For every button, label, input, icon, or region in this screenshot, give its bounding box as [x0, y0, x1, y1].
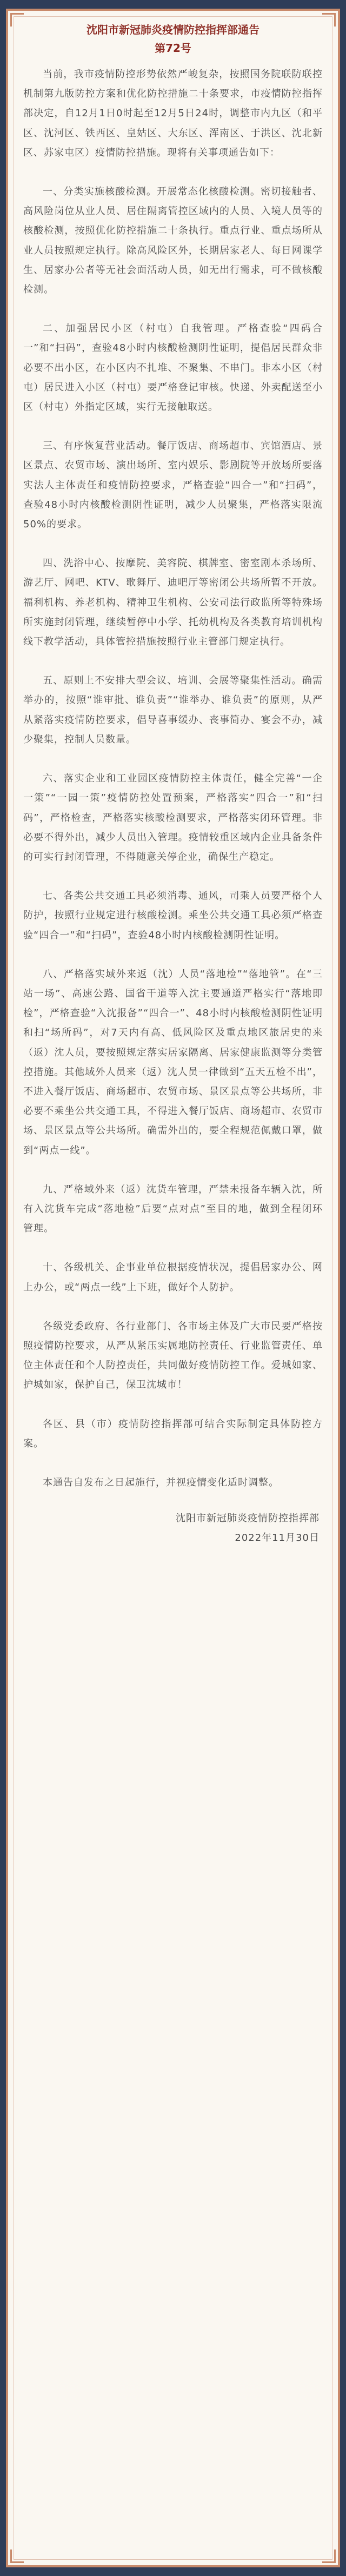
corner-ornament — [322, 13, 336, 27]
section-6: 六、落实企业和工业园区疫情防控主体责任，健全完善“一企一策”“一园一策”疫情防控处置预案，严格落实“四合一”和“扫码”，严格检查，严格落实核酸检测要求，严格落实闭环管理。非必要不得外出，减少人员出入管理。疫情较重区域内企业具备条件的可实行封闭管理，不得随意关停企业，确保生产稳定。 — [23, 773, 323, 863]
section-4: 四、洗浴中心、按摩院、美容院、棋牌室、密室剧本杀场所、游艺厅、网吧、KTV、歌舞厅、迪吧厅等密闭公共场所暂不开放。福利机构、养老机构、精神卫生机构、公安司法行政监所等特殊场所实施封闭管理，继续暂停中小学、托幼机构及各类教育培训机构线下教学活动，具体管控措施按照行业主管部门规定执行。 — [23, 558, 323, 648]
corner-ornament — [10, 13, 24, 27]
issuer-name: 沈阳市新冠肺炎疫情防控指挥部 — [176, 1513, 320, 1525]
section-3: 三、有序恢复营业活动。餐厅饭店、商场超市、宾馆酒店、景区景点、农贸市场、演出场所、室内娱乐、影剧院等开放场所要落实法人主体责任和疫情防控要求，严格查验“四合一”和“扫码”，查验48小时内核酸检测阴性证明，减少人员聚集，严格落实限流50%的要求。 — [23, 440, 323, 531]
notice-title: 沈阳市新冠肺炎疫情防控指挥部通告 — [86, 23, 260, 36]
section-2: 二、加强居民小区（村屯）自我管理。严格查验“四码合一”和“扫码”，查验48小时内核酸检测阴性证明，提倡居民群众非必要不出小区，在小区内不扎堆、不聚集、不串门。非本小区（村屯）居民进入小区（村屯）要严格登记审核。快递、外卖配送至小区（村屯）外指定区域，实行无接触取送。 — [23, 323, 323, 413]
corner-ornament — [10, 2549, 24, 2563]
notice-page — [6, 9, 340, 2567]
appeal-paragraph: 各级党委政府、各行业部门、各市场主体及广大市民要严格按照疫情防控要求，从严从紧压实属地防控责任、行业监管责任、单位主体责任和个人防控责任，共同做好疫情防控工作。爱城如家、护城如家，保护自己，保卫沈城市！ — [23, 1320, 323, 1391]
district-paragraph: 各区、县（市）疫情防控指挥部可结合实际制定具体防控方案。 — [23, 1418, 323, 1449]
intro-paragraph: 当前，我市疫情防控形势依然严峻复杂，按照国务院联防联控机制第九版防控方案和优化防控措施二十条要求，市疫情防控指挥部决定，自12月1日0时起至12月5日24时，调整市内九区（和平区、沈河区、铁西区、皇姑区、大东区、浑南区、于洪区、沈北新区、苏家屯区）疫情防控措施。现将有关事项通告如下： — [23, 69, 323, 158]
effective-paragraph: 本通告自发布之日起施行，并视疫情变化适时调整。 — [43, 1476, 279, 1488]
section-7: 七、各类公共交通工具必须消毒、通风，司乘人员要严格个人防护，按照行业规定进行核酸检测。乘坐公共交通工具必须严格查验“四合一”和“扫码”，查验48小时内核酸检测阴性证明。 — [23, 890, 323, 941]
issue-date: 2022年11月30日 — [235, 1532, 320, 1544]
section-1: 一、分类实施核酸检测。开展常态化核酸检测。密切接触者、高风险岗位从业人员、居住隔离管控区域内的人员、入境人员等的核酸检测，按照优化防控措施二十条执行。重点行业、重点场所从业人员按照规定执行。除高风险区外，长期居家老人、每日网课学生、居家办公者等无社会面活动人员，如无出行需求，可不做核酸检测。 — [23, 186, 323, 296]
notice-content — [23, 21, 323, 1548]
section-8: 八、严格落实域外来返（沈）人员“落地检”“落地管”。在“三站一场”、高速公路、国省干道等入沈主要通道严格实行“落地即检”，严格查验“入沈报备”“四合一”、48小时内核酸检测阴性证明和扫“场所码”，对7天内有高、低风险区及重点地区旅居史的来（返）沈人员，要按照规定落实居家隔离、居家健康监测等分类管控措施。其他域外人员来（返）沈人员一律做到“五天五检不出”，不进入餐厅饭店、商场超市、农贸市场、景区景点等公共场所，非必要不乘坐公共交通工具，不得进入餐厅饭店、商场超市、农贸市场、景区景点等公共场所。确需外出的，要全程规范佩戴口罩，做到“两点一线”。 — [23, 968, 323, 1156]
section-10: 十、各级机关、企事业单位根据疫情状况，提倡居家办公、网上办公，或“两点一线”上下班，做好个人防护。 — [23, 1262, 323, 1293]
notice-number: 第72号 — [155, 42, 191, 55]
corner-ornament — [322, 2549, 336, 2563]
section-5: 五、原则上不安排大型会议、培训、会展等聚集性活动。确需举办的，按照“谁审批、谁负责”“谁举办、谁负责”的原则，从严从紧落实疫情防控要求，倡导喜事缓办、丧事简办、宴会不办，减少聚集，控制人员数量。 — [23, 675, 323, 745]
section-9: 九、严格域外来（返）沈货车管理，严禁未报备车辆入沈，所有入沈货车完成“落地检”后要“点对点”至目的地，做到全程闭环管理。 — [23, 1183, 323, 1235]
